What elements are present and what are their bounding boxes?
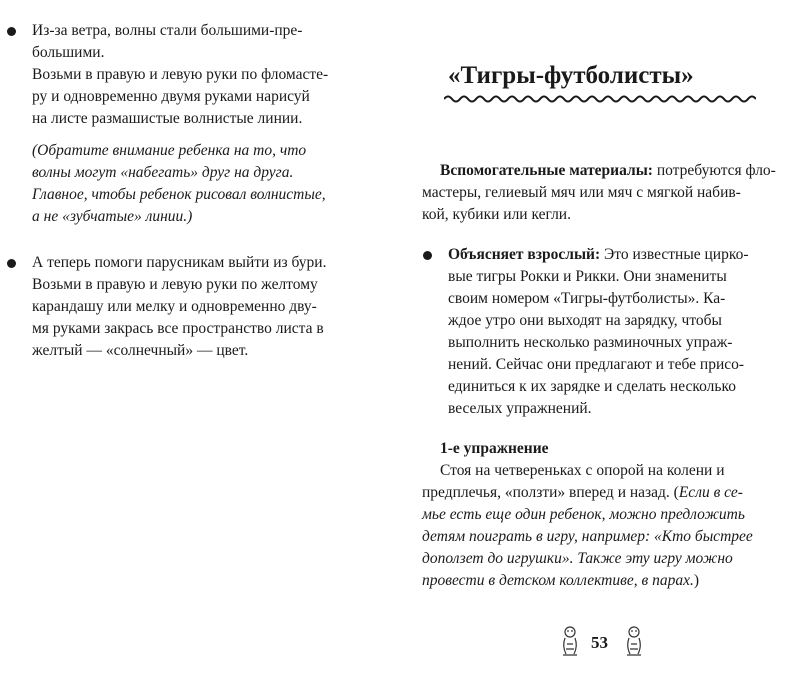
text-line: выполнить несколько разминочных упраж- [448,334,733,351]
page-footer [558,624,648,664]
text-line: Это известные цирко- [600,246,749,263]
text-line: предплечья, «ползти» вперед и назад. ( [422,484,679,501]
text-line: мье есть еще один ребенок, можно предложить [422,506,745,523]
text-line: ру и одновременно двумя руками нарисуй [32,88,310,105]
text-line: детям поиграть в игру, например: «Кто быстрее [422,528,753,545]
right-column [422,60,784,592]
wavy-underline [444,94,756,104]
text-line: провести в детском коллективе, в парах. [422,572,694,589]
bullet-item-waves [6,20,358,130]
bullet-icon [7,27,16,36]
text-line: своим номером «Тигры-футболисты». Ка- [448,290,726,307]
bullet-item-yellow [6,252,358,362]
text-line: Главное, чтобы ребенок рисовал волнистые, [32,186,326,203]
text-line: Стоя на четвереньках с опорой на колени и [440,462,725,479]
text-line: на листе размашистые волнистые линии. [32,110,303,127]
text-line: (Обратите внимание ребенка на то, что [32,142,307,159]
bullet-icon [423,251,432,260]
text-line: А теперь помоги парусникам выйти из бури. [32,254,327,271]
text-line: волны могут «набегать» друг на друга. [32,164,294,181]
text-line: доползет до игрушки». Также эту игру можно [422,550,733,567]
text-line: веселых упражнений. [448,400,592,417]
text-line: большими. [32,44,105,61]
paragraph-yellow [32,252,358,362]
text-line: ждое утро они выходят на зарядку, чтобы [448,312,722,329]
materials-paragraph [422,160,784,226]
text-line: вые тигры Рокки и Рикки. Они знамениты [448,268,727,285]
text-line: мя руками закрась все пространство листа в [32,320,324,337]
parent-note [6,140,358,228]
exercise-title: 1-е упражнение [440,440,549,457]
tiger-ornament-icon [558,624,582,658]
adult-paragraph [448,244,784,420]
adult-label: Объясняет взрослый: [448,246,601,263]
text-line: кой, кубики или кегли. [422,206,571,223]
tiger-ornament-icon [622,624,646,658]
text-line: единиться к их зарядке и сделать несколько [448,378,736,395]
text-line: Возьми в правую и левую руки по желтому [32,276,318,293]
text-line: карандашу или мелку и одновременно дву- [32,298,317,315]
exercise-paragraph [422,460,784,592]
text-line: Если в се- [678,484,743,501]
bullet-icon [7,259,16,268]
materials-label: Вспомогательные материалы: [440,162,653,179]
paragraph-waves [32,20,358,130]
text-line: Возьми в правую и левую руки по фломасте- [32,66,329,83]
text-line: а не «зубчатые» линии.) [32,208,193,225]
text-line: мастеры, гелиевый мяч или мяч с мягкой набив- [422,184,741,201]
page-number: 53 [591,633,608,652]
text-line: потребуются фло- [652,162,776,179]
section-title: «Тигры-футболисты» [448,62,694,89]
text-line: желтый — «солнечный» — цвет. [32,342,249,359]
bullet-item-adult [422,244,784,420]
closing-paren: ) [693,572,700,589]
left-column [6,20,358,362]
text-line: нений. Сейчас они предлагают и тебе присо- [448,356,745,373]
text-line: Из-за ветра, волны стали большими-пре- [32,22,303,39]
